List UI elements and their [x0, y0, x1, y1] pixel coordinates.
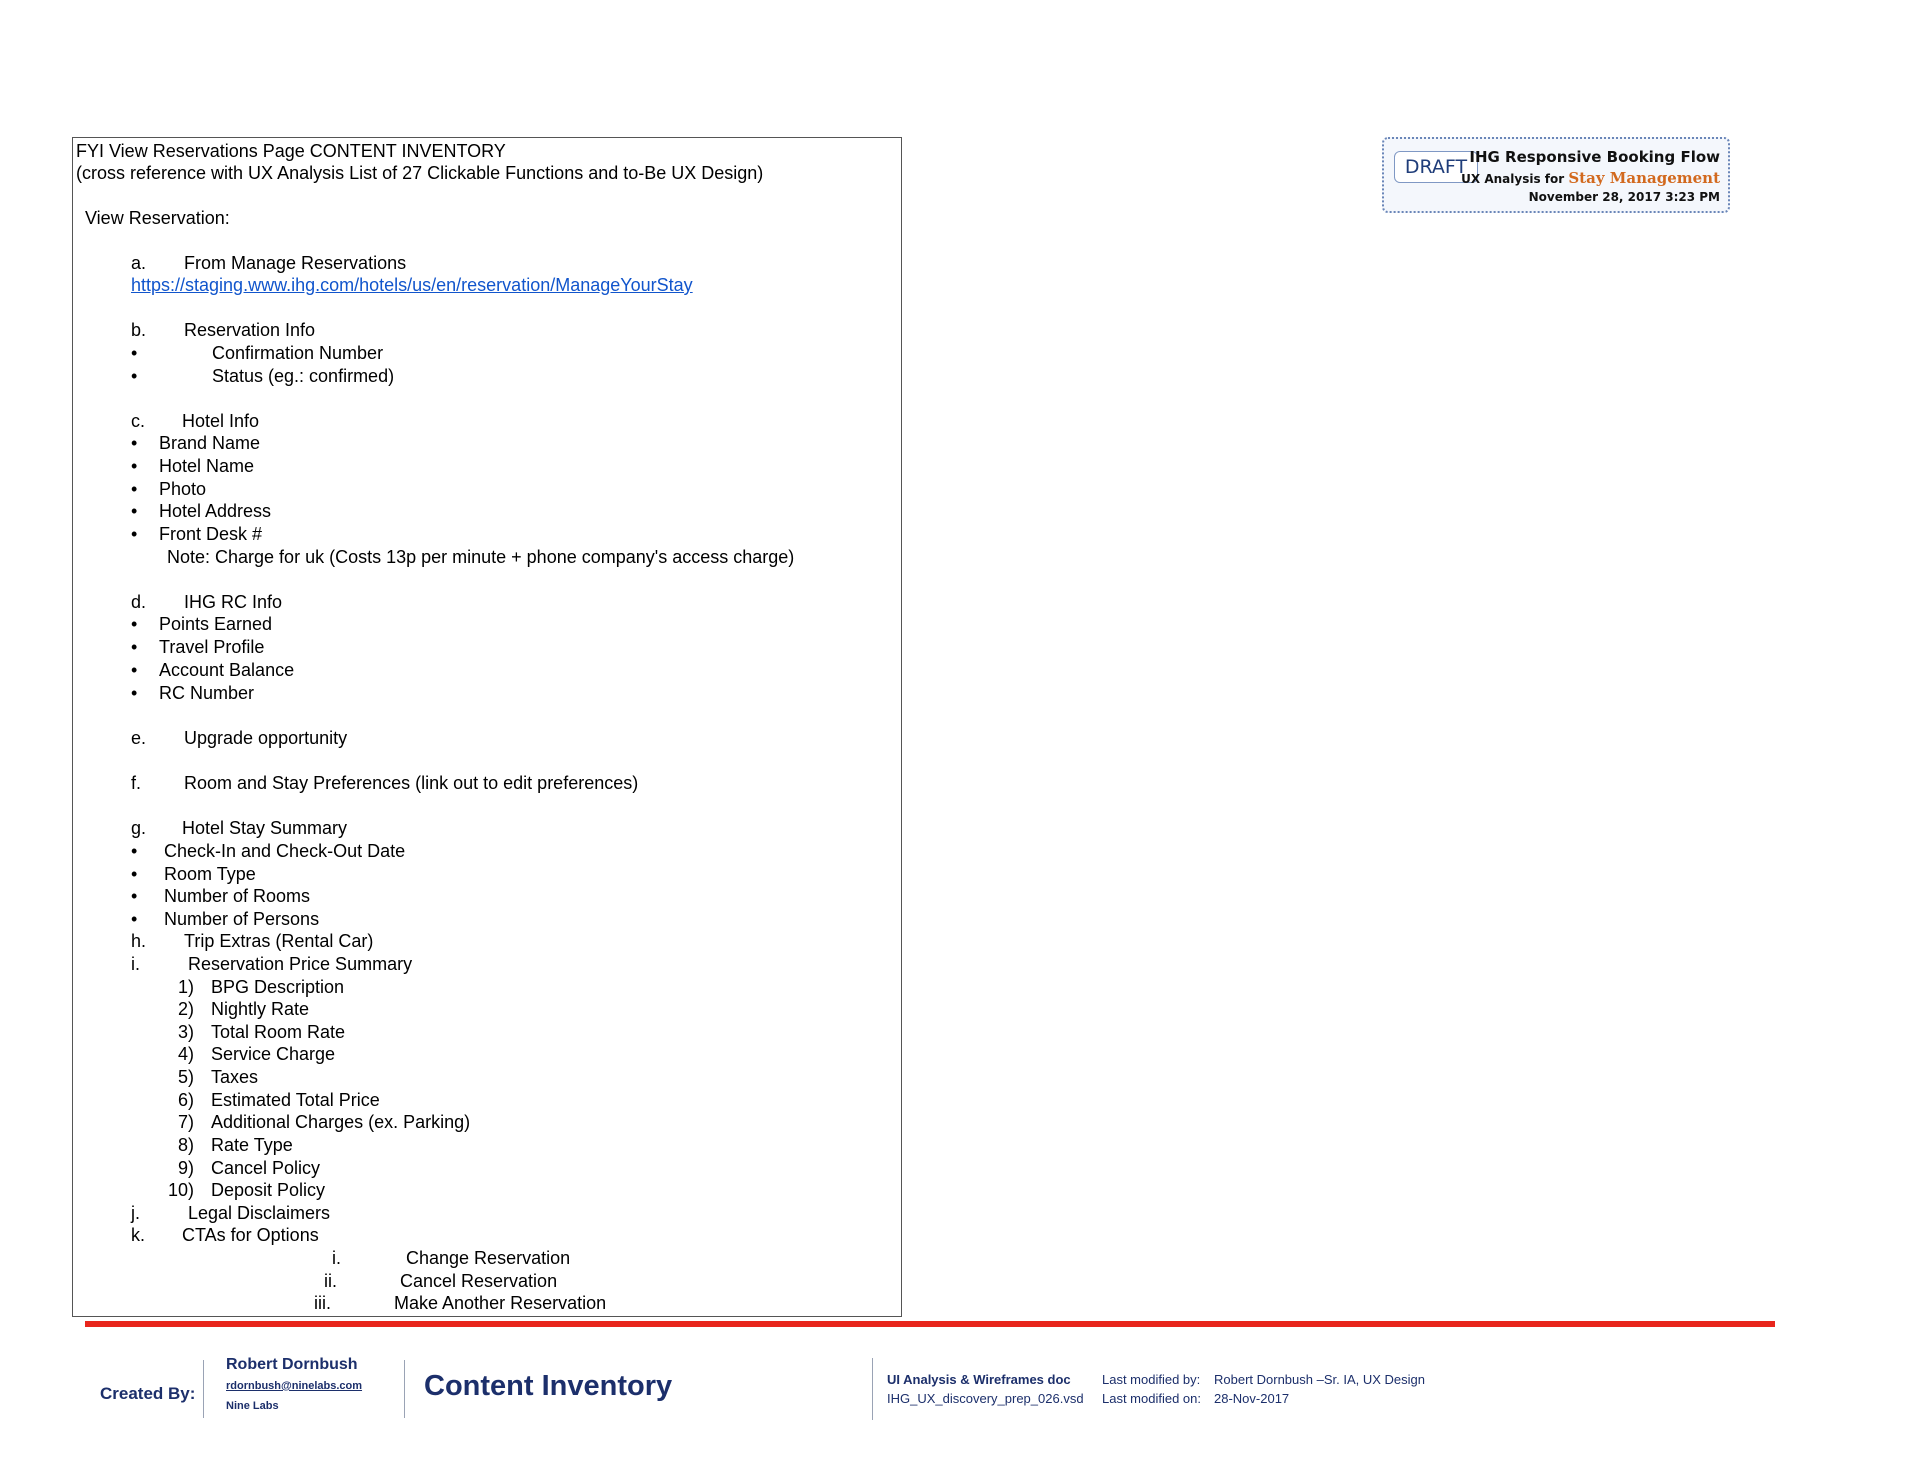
item-h-label: Trip Extras (Rental Car): [184, 931, 374, 951]
item-j-label: Legal Disclaimers: [188, 1203, 331, 1223]
section-heading: View Reservation:: [85, 208, 230, 228]
item-b-label: Reservation Info: [184, 320, 316, 340]
author-email-link[interactable]: rdornbush@ninelabs.com: [226, 1380, 363, 1392]
cta-label: Cancel Reservation: [400, 1271, 558, 1291]
list-item: Room Type: [164, 864, 256, 884]
bullet: •: [131, 343, 138, 363]
modified-on-label: Last modified on:: [1102, 1391, 1202, 1406]
bullet: •: [131, 479, 138, 499]
item-e-marker: e.: [131, 728, 147, 748]
item-d-label: IHG RC Info: [184, 592, 283, 612]
item-i-label: Reservation Price Summary: [188, 954, 413, 974]
sub-item-label: Estimated Total Price: [211, 1090, 380, 1110]
bullet: •: [131, 660, 138, 680]
item-k-label: CTAs for Options: [182, 1225, 319, 1245]
list-item: RC Number: [159, 683, 255, 703]
sub-item-number: 6): [178, 1090, 195, 1110]
item-c-marker: c.: [131, 411, 146, 431]
document-file: IHG_UX_discovery_prep_026.vsd: [887, 1391, 1084, 1406]
sub-item-label: Additional Charges (ex. Parking): [211, 1112, 471, 1132]
list-item: Confirmation Number: [212, 343, 384, 363]
bullet: •: [131, 614, 138, 634]
bullet: •: [131, 864, 138, 884]
list-item: Status (eg.: confirmed): [212, 366, 395, 386]
item-f-label: Room and Stay Preferences (link out to edit preferences): [184, 773, 639, 793]
footer-divider: [85, 1321, 1775, 1327]
list-item: Photo: [159, 479, 207, 499]
sub-item-label: BPG Description: [211, 977, 345, 997]
sub-item-number: 2): [178, 999, 195, 1019]
draft-stamp: [1382, 137, 1730, 213]
item-g-marker: g.: [131, 818, 147, 838]
modified-on-value: 28-Nov-2017: [1214, 1391, 1290, 1406]
list-item: Hotel Address: [159, 501, 272, 521]
bullet: •: [131, 637, 138, 657]
stamp-title: IHG Responsive Booking Flow: [1469, 148, 1720, 166]
sub-item-number: 9): [178, 1158, 195, 1178]
item-j-marker: j.: [131, 1203, 140, 1223]
item-d-marker: d.: [131, 592, 147, 612]
modified-by-label: Last modified by:: [1102, 1372, 1201, 1387]
sub-item-number: 4): [178, 1044, 195, 1064]
bullet: •: [131, 433, 138, 453]
cta-number: iii.: [314, 1293, 331, 1313]
list-item: Number of Persons: [164, 909, 320, 929]
sub-item-label: Service Charge: [211, 1044, 336, 1064]
modified-by-value: Robert Dornbush –Sr. IA, UX Design: [1214, 1372, 1425, 1387]
bullet: •: [131, 501, 138, 521]
author-company: Nine Labs: [226, 1400, 279, 1412]
sub-item-number: 1): [178, 977, 195, 997]
item-i-marker: i.: [131, 954, 140, 974]
stamp-subtitle-prefix: UX Analysis for: [1461, 172, 1565, 186]
stamp-subtitle-accent: Stay Management: [1568, 169, 1720, 187]
bullet: •: [131, 886, 138, 906]
author-name: Robert Dornbush: [226, 1356, 358, 1373]
stamp-date: November 28, 2017 3:23 PM: [1528, 190, 1720, 204]
item-e-label: Upgrade opportunity: [184, 728, 348, 748]
item-b-marker: b.: [131, 320, 147, 340]
list-item: Points Earned: [159, 614, 273, 634]
item-a-marker: a.: [131, 253, 147, 273]
list-item: Account Balance: [159, 660, 295, 680]
inventory-subtitle: (cross reference with UX Analysis List of 27 Clickable Functions and to-Be UX Design): [76, 163, 764, 183]
sub-item-label: Rate Type: [211, 1135, 293, 1155]
item-k-marker: k.: [131, 1225, 146, 1245]
document-title: Content Inventory: [424, 1370, 673, 1402]
bullet: •: [131, 456, 138, 476]
item-h-marker: h.: [131, 931, 147, 951]
cta-number: ii.: [324, 1271, 337, 1291]
draft-badge: DRAFT: [1394, 151, 1478, 183]
item-a-label: From Manage Reservations: [184, 253, 407, 273]
list-item: Brand Name: [159, 433, 261, 453]
sub-item-number: 10): [168, 1180, 195, 1200]
sub-item-number: 3): [178, 1022, 195, 1042]
sub-item-number: 5): [178, 1067, 195, 1087]
bullet: •: [131, 841, 138, 861]
sub-item-number: 7): [178, 1112, 195, 1132]
cta-label: Make Another Reservation: [394, 1293, 607, 1313]
list-item: Front Desk #: [159, 524, 263, 544]
item-g-label: Hotel Stay Summary: [182, 818, 348, 838]
sub-item-label: Cancel Policy: [211, 1158, 321, 1178]
sub-item-label: Taxes: [211, 1067, 259, 1087]
bullet: •: [131, 524, 138, 544]
item-f-marker: f.: [131, 773, 142, 793]
list-item: Travel Profile: [159, 637, 265, 657]
item-c-label: Hotel Info: [182, 411, 260, 431]
sub-item-number: 8): [178, 1135, 195, 1155]
manage-stay-link[interactable]: https://staging.www.ihg.com/hotels/us/en/reservation/ManageYourStay: [131, 275, 693, 295]
list-item: Check-In and Check-Out Date: [164, 841, 406, 861]
document-type: UI Analysis & Wireframes doc: [887, 1372, 1071, 1387]
created-by-label: Created By:: [100, 1384, 196, 1403]
cta-number: i.: [332, 1248, 341, 1268]
footer-separator: [203, 1360, 204, 1418]
sub-item-label: Total Room Rate: [211, 1022, 346, 1042]
sub-item-label: Deposit Policy: [211, 1180, 326, 1200]
bullet: •: [131, 909, 138, 929]
list-item: Hotel Name: [159, 456, 255, 476]
footer-separator: [872, 1358, 873, 1420]
footer-separator: [404, 1360, 405, 1418]
stamp-subtitle: [1461, 169, 1720, 187]
list-item: Number of Rooms: [164, 886, 311, 906]
sub-item-label: Nightly Rate: [211, 999, 310, 1019]
cta-label: Change Reservation: [406, 1248, 571, 1268]
inventory-title: FYI View Reservations Page CONTENT INVENTORY: [76, 141, 506, 161]
bullet: •: [131, 683, 138, 703]
bullet: •: [131, 366, 138, 386]
front-desk-note: Note: Charge for uk (Costs 13p per minute + phone company's access charge): [167, 547, 795, 567]
